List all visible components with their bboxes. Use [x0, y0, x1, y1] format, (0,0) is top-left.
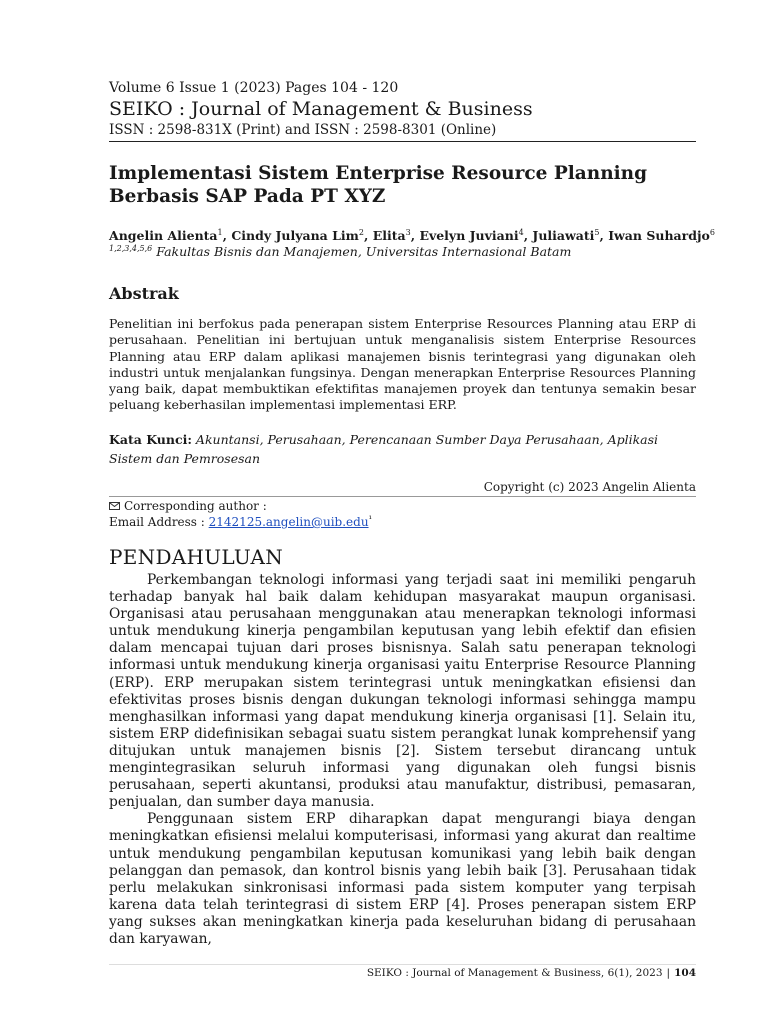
author-sup: 2 — [358, 228, 364, 237]
body-paragraph: Penggunaan sistem ERP diharapkan dapat mengurangi biaya dengan meningkatkan efisiensi melalui komputerisasi, informasi yang akurat dan realtime untuk mendukung pengambilan keputusan komunikasi yang lebih baik dengan pelanggan dan pemasok, dan kontrol bisnis yang lebih baik [3]. Perusahaan tidak perlu melakukan sinkronisasi informasi pada sistem komputer yang terpisah karena data telah terintegrasi di sistem ERP [4]. Proses penerapan sistem ERP yang sukses akan meningkatkan kinerja pada keseluruhan bidang di perusahaan dan karyawan, — [109, 811, 696, 947]
author-name: Evelyn Juviani — [419, 228, 519, 244]
author-name: Iwan Suhardjo — [608, 228, 710, 244]
corresponding-author — [109, 499, 267, 513]
affiliation — [109, 244, 571, 259]
email-link[interactable]: 2142125.angelin@uib.edu — [208, 515, 369, 529]
page-footer — [367, 967, 696, 979]
volume-line: Volume 6 Issue 1 (2023) Pages 104 - 120 — [109, 80, 399, 96]
copyright-divider — [109, 496, 696, 497]
copyright-notice: Copyright (c) 2023 Angelin Alienta — [483, 480, 696, 494]
email-marker: ¹ — [368, 515, 373, 525]
keywords — [109, 430, 696, 468]
header-divider — [109, 141, 696, 142]
author-name: Cindy Julyana Lim — [231, 228, 359, 244]
page-number: 104 — [674, 967, 696, 979]
body-paragraph: Perkembangan teknologi informasi yang terjadi saat ini memiliki pengaruh terhadap banyak hal baik dalam kehidupan masyarakat maupun organisasi. Organisasi atau perusahaan menggunakan atau menerapkan teknologi informasi untuk mendukung kinerja pengambilan keputusan yang lebih efektif dan efisien dalam mencapai tujuan dari proses bisnisnya. Salah satu penerapan teknologi informasi untuk mendukung kinerja organisasi yaitu Enterprise Resource Planning (ERP). ERP merupakan sistem terintegrasi untuk meningkatkan efisiensi dan efektivitas proses bisnis dengan dukungan teknologi informasi sehingga mampu menghasilkan informasi yang dapat mendukung kinerja organisasi [1]. Selain itu, sistem ERP didefinisikan sebagai suatu sistem perangkat lunak komprehensif yang ditujukan untuk manajemen bisnis [2]. Sistem tersebut dirancang untuk mengintegrasikan seluruh informasi yang digunakan oleh fungsi bisnis perusahaan, seperti akuntansi, produksi atau manufaktur, distribusi, pemasaran, penjualan, dan sumber daya manusia. — [109, 572, 696, 811]
author-sup: 5 — [594, 228, 600, 237]
email-label: Email Address : — [109, 515, 209, 529]
email-line — [109, 515, 372, 529]
section-heading: PENDAHULUAN — [109, 545, 284, 569]
author-name: Angelin Alienta — [109, 228, 218, 244]
journal-title: SEIKO : Journal of Management & Business — [109, 98, 533, 120]
section-body — [109, 572, 696, 948]
footer-separator: | — [666, 967, 671, 979]
affiliation-text: Fakultas Bisnis dan Manajemen, Universitas Internasional Batam — [156, 244, 572, 260]
author-sup: 1 — [217, 228, 223, 237]
mail-icon — [109, 502, 120, 510]
affiliation-sup: 1,2,3,4,5,6 — [109, 244, 153, 253]
author-name: Elita — [372, 228, 406, 244]
keywords-value: Akuntansi, Perusahaan, Perencanaan Sumber Daya Perusahaan, Aplikasi Sistem dan Pemrosesan — [109, 432, 659, 466]
abstract-text: Penelitian ini berfokus pada penerapan sistem Enterprise Resources Planning atau ERP di perusahaan. Penelitian ini bertujuan untuk menganalisis sistem Enterprise Resources Planning atau ERP dalam aplikasi manajemen bisnis terintegrasi yang digunakan oleh industri untuk menjalankan fungsinya. Dengan menerapkan Enterprise Resources Planning yang baik, dapat membuktikan efektifitas manajemen proyek dan tentunya semakin besar peluang keberhasilan implementasi implementasi ERP. — [109, 316, 696, 413]
author-sup: 6 — [709, 228, 715, 237]
footer-divider — [109, 964, 696, 965]
abstract-heading: Abstrak — [109, 284, 179, 303]
author-name: Juliawati — [532, 228, 595, 244]
author-sup: 4 — [518, 228, 524, 237]
issn-line: ISSN : 2598-831X (Print) and ISSN : 2598-8301 (Online) — [109, 122, 497, 138]
keywords-label: Kata Kunci: — [109, 432, 192, 447]
corresponding-label: Corresponding author : — [124, 499, 267, 513]
author-sup: 3 — [405, 228, 411, 237]
author-list: Angelin Alienta$^1$, Cindy Julyana Lim$^2$, Elita$^3$, Evelyn Juviani$^4$, Juliawati$^5$, Iwan Suhardjo$^6$ — [109, 228, 715, 244]
footer-citation: SEIKO : Journal of Management & Business, 6(1), 2023 — [366, 967, 663, 979]
article-title: Implementasi Sistem Enterprise Resource Planning Berbasis SAP Pada PT XYZ — [109, 163, 648, 207]
